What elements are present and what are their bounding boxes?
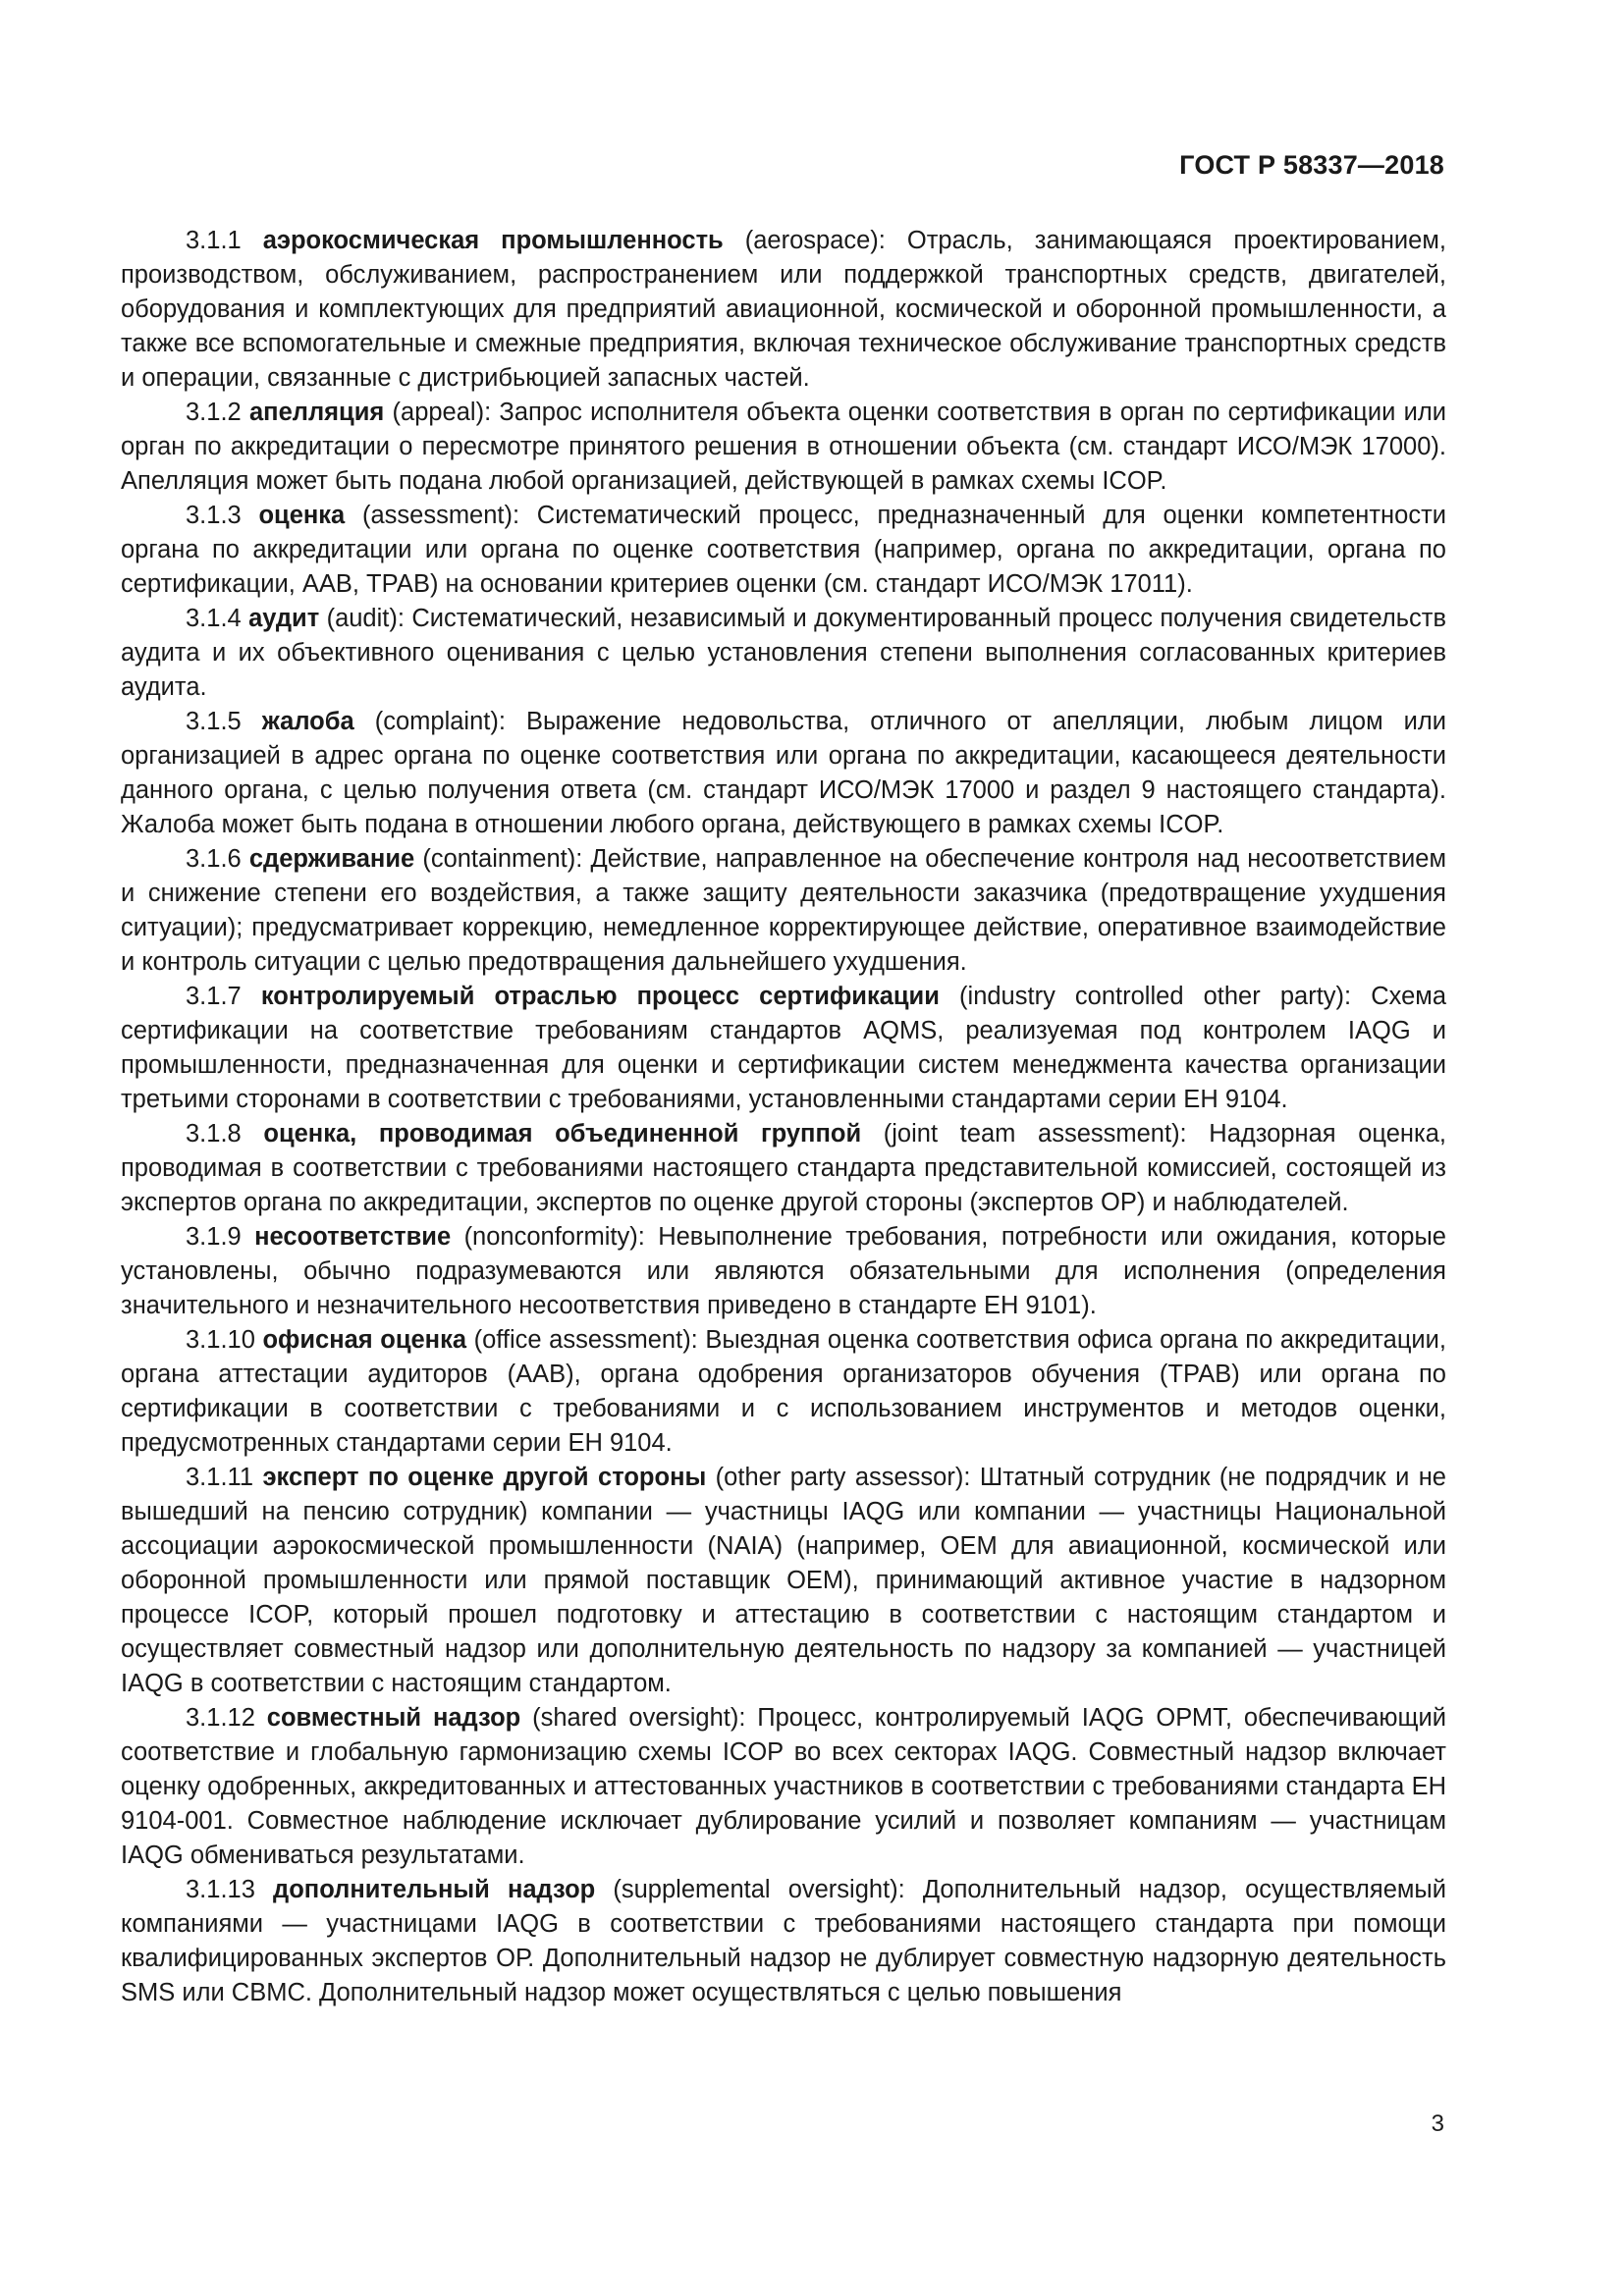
term-entry-3-1-3 xyxy=(121,499,1446,602)
term-number: 3.1.10 xyxy=(186,1326,255,1354)
term-name: оценка, проводимая объединенной группой xyxy=(263,1120,862,1148)
term-number: 3.1.8 xyxy=(186,1120,242,1148)
term-definition: (appeal): Запрос исполнителя объекта оценки соответствия в орган по сертификации или орган по аккредитации о пересмотре принятого решения в отношении объекта (см. стандарт ИСО/МЭК 17000). Апелляция может быть подана любой организацией, действующей в рамках схемы ICOP. xyxy=(121,399,1446,495)
term-entry-3-1-12 xyxy=(121,1701,1446,1873)
term-definition: (audit): Систематический, независимый и документированный процесс получения свидетельств аудита и их объективного оценивания с целью установления степени выполнения согласованных критериев аудита. xyxy=(121,605,1446,701)
term-number: 3.1.13 xyxy=(186,1876,255,1903)
document-code-header: ГОСТ Р 58337—2018 xyxy=(1179,150,1444,180)
term-number: 3.1.5 xyxy=(186,708,242,735)
term-entry-3-1-1 xyxy=(121,224,1446,396)
term-entry-3-1-11 xyxy=(121,1461,1446,1701)
term-name: офисная оценка xyxy=(262,1326,467,1354)
terms-section xyxy=(121,224,1446,2010)
term-number: 3.1.9 xyxy=(186,1223,242,1251)
term-number: 3.1.6 xyxy=(186,845,242,873)
term-definition: (complaint): Выражение недовольства, отличного от апелляции, любым лицом или организацией в адрес органа по оценке соответствия или органа по аккредитации, касающееся деятельности данного органа, с целью получения ответа (см. стандарт ИСО/МЭК 17000 и раздел 9 настоящего стандарта). Жалоба может быть подана в отношении любого органа, действующего в рамках схемы ICOP. xyxy=(121,708,1446,838)
term-name: аэрокосмическая промышленность xyxy=(262,227,724,254)
term-entry-3-1-2 xyxy=(121,396,1446,499)
term-entry-3-1-9 xyxy=(121,1220,1446,1323)
term-name: сдерживание xyxy=(248,845,415,873)
term-definition: (supplemental oversight): Дополнительный надзор, осуществляемый компаниями — участницами IAQG в соответствии с требованиями настоящего стандарта при помощи квалифицированных экспертов ОР. Дополнительный надзор не дублирует совместную надзорную деятельность SMS или СВМС. Дополнительный надзор может осуществляться с целью повышения xyxy=(121,1876,1446,2006)
term-number: 3.1.12 xyxy=(186,1704,255,1732)
term-number: 3.1.2 xyxy=(186,399,242,426)
term-name: эксперт по оценке другой стороны xyxy=(262,1464,707,1491)
term-number: 3.1.4 xyxy=(186,605,242,632)
term-entry-3-1-13 xyxy=(121,1873,1446,2010)
term-name: дополнительный надзор xyxy=(273,1876,596,1903)
term-number: 3.1.3 xyxy=(186,502,242,529)
term-definition: (joint team assessment): Надзорная оценка, проводимая в соответствии с требованиями настоящего стандарта представительной комиссией, состоящей из экспертов органа по аккредитации, экспертов по оценке другой стороны (экспертов ОР) и наблюдателей. xyxy=(121,1120,1446,1216)
term-number: 3.1.7 xyxy=(186,983,242,1010)
term-name: контролируемый отраслью процесс сертификации xyxy=(260,983,940,1010)
term-number: 3.1.1 xyxy=(186,227,242,254)
term-definition: (other party assessor): Штатный сотрудник (не подрядчик и не вышедший на пенсию сотрудник) компании — участницы IAQG или компании — участницы Национальной ассоциации аэрокосмической промышленности (NAIA) (например, OEM для авиационной, космической или оборонной промышленности или прямой поставщик OEM), принимающий активное участие в надзорном процессе ICOP, который прошел подготовку и аттестацию в соответствии с настоящим стандартом и осуществляет совместный надзор или дополнительную деятельность по надзору за компанией — участницей IAQG в соответствии с настоящим стандартом. xyxy=(121,1464,1446,1697)
term-entry-3-1-8 xyxy=(121,1117,1446,1220)
term-definition: (assessment): Систематический процесс, предназначенный для оценки компетентности органа по аккредитации или органа по оценке соответствия (например, органа по аккредитации, органа по сертификации, ААВ, ТРАВ) на основании критериев оценки (см. стандарт ИСО/МЭК 17011). xyxy=(121,502,1446,598)
page-number: 3 xyxy=(1431,2110,1444,2137)
term-number: 3.1.11 xyxy=(186,1464,254,1491)
term-definition: (office assessment): Выездная оценка соответствия офиса органа по аккредитации, органа аттестации аудиторов (ААВ), органа одобрения организаторов обучения (ТРАВ) или органа по сертификации в соответствии с требованиями и с использованием инструментов и методов оценки, предусмотренных стандартами серии ЕН 9104. xyxy=(121,1326,1446,1457)
term-entry-3-1-10 xyxy=(121,1323,1446,1461)
term-entry-3-1-6 xyxy=(121,842,1446,980)
term-entry-3-1-4 xyxy=(121,602,1446,705)
term-name: апелляция xyxy=(248,399,385,426)
term-definition: (shared oversight): Процесс, контролируемый IAQG ОРМТ, обеспечивающий соответствие и глобальную гармонизацию схемы ICOP во всех секторах IAQG. Совместный надзор включает оценку одобренных, аккредитованных и аттестованных участников в соответствии с требованиями стандарта ЕН 9104-001. Совместное наблюдение исключает дублирование усилий и позволяет компаниям — участницам IAQG обмениваться результатами. xyxy=(121,1704,1446,1869)
term-entry-3-1-7 xyxy=(121,980,1446,1117)
term-definition: (aerospace): Отрасль, занимающаяся проектированием, производством, обслуживанием, распространением или поддержкой транспортных средств, двигателей, оборудования и комплектующих для предприятий авиационной, космической и оборонной промышленности, а также все вспомогательные и смежные предприятия, включая техническое обслуживание транспортных средств и операции, связанные с дистрибьюцией запасных частей. xyxy=(121,227,1446,392)
term-name: совместный надзор xyxy=(266,1704,521,1732)
term-name: оценка xyxy=(258,502,346,529)
term-definition: (industry controlled other party): Схема сертификации на соответствие требованиям стандартов AQMS, реализуемая под контролем IAQG и промышленности, предназначенная для оценки и сертификации систем менеджмента качества организации третьими сторонами в соответствии с требованиями, установленными стандартами серии ЕН 9104. xyxy=(121,983,1447,1113)
term-definition: (nonconformity): Невыполнение требования, потребности или ожидания, которые установлены, обычно подразумеваются или являются обязательными для исполнения (определения значительного и незначительного несоответствия приведено в стандарте ЕН 9101). xyxy=(121,1223,1446,1319)
term-entry-3-1-5 xyxy=(121,705,1446,842)
term-name: несоответствие xyxy=(254,1223,452,1251)
term-name: жалоба xyxy=(261,708,354,735)
term-definition: (containment): Действие, направленное на обеспечение контроля над несоответствием и снижение степени его воздействия, а также защиту деятельности заказчика (предотвращение ухудшения ситуации); предусматривает коррекцию, немедленное корректирующее действие, оперативное взаимодействие и контроль ситуации с целью предотвращения дальнейшего ухудшения. xyxy=(121,845,1446,976)
term-name: аудит xyxy=(248,605,320,632)
